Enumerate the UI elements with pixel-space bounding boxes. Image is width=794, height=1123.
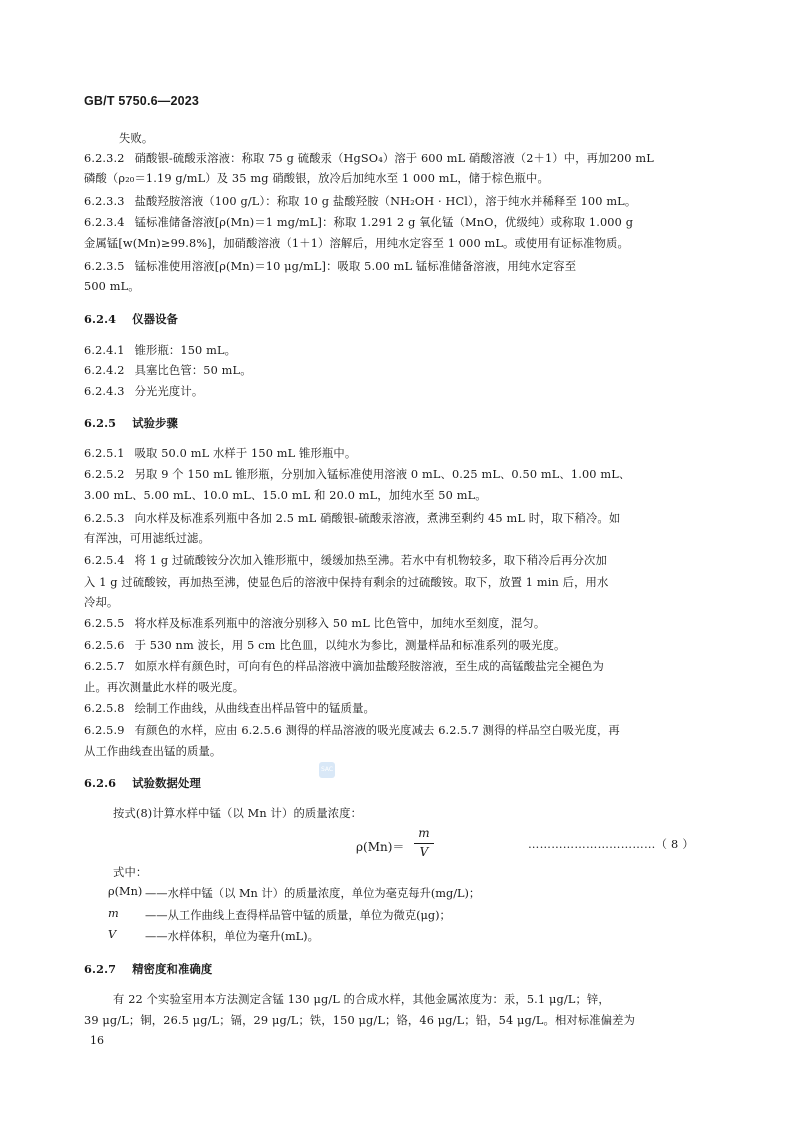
formula-numerator: m [418, 826, 430, 840]
body-line: 有 22 个实验室用本方法测定含锰 130 μg/L 的合成水样，其他金属浓度为：汞，5.1 μg/L；锌， [113, 993, 610, 1006]
page-number: 16 [90, 1034, 104, 1047]
clause-6-2-3-4: 6.2.3.4 锰标准储备溶液[ρ(Mn)＝1 mg/mL]：称取 1.291 2 g 氧化锰（MnO，优级纯）或称取 1.000 g [84, 216, 634, 229]
formula-lhs: ρ(Mn)＝ [356, 840, 405, 854]
clause-6-2-4-2: 6.2.4.2 具塞比色管：50 mL。 [84, 364, 252, 377]
clause-6-2-5-4: 6.2.5.4 将 1 g 过硫酸铵分次加入锥形瓶中，缓缓加热至沸。若水中有机物较多，取下稍冷后再分次加 [84, 554, 607, 567]
equation-number: ……………………………（ 8 ） [528, 838, 695, 851]
where-label: 式中： [113, 866, 148, 879]
symbol-rho-mn: ρ(Mn) [108, 885, 143, 898]
body-line: 3.00 mL、5.00 mL、10.0 mL、15.0 mL 和 20.0 mL，加纯水至 50 mL。 [84, 489, 487, 502]
formula-denominator: V [419, 845, 429, 859]
body-line: 有浑浊，可用滤纸过滤。 [84, 532, 210, 545]
body-line: 入 1 g 过硫酸铵，再加热至沸，使显色后的溶液中保持有剩余的过硫酸铵。取下，放置 1 min 后，用水 [84, 576, 609, 589]
symbol-description: ——水样体积，单位为毫升(mL)。 [145, 930, 319, 943]
clause-6-2-5-6: 6.2.5.6 于 530 nm 波长，用 5 cm 比色皿，以纯水为参比，测量样品和标准系列的吸光度。 [84, 639, 566, 652]
body-line: 按式(8)计算水样中锰（以 Mn 计）的质量浓度： [113, 807, 363, 820]
clause-6-2-5-9: 6.2.5.9 有颜色的水样，应由 6.2.5.6 测得的样品溶液的吸光度减去 6.2.5.7 测得的样品空白吸光度，再 [84, 724, 620, 737]
body-line: 39 μg/L；铜，26.5 μg/L；镉，29 μg/L；铁，150 μg/L；铬，46 μg/L；铅，54 μg/L。相对标准偏差为 [84, 1014, 636, 1027]
section-heading-6-2-4: 6.2.4 仪器设备 [84, 312, 178, 326]
clause-6-2-5-2: 6.2.5.2 另取 9 个 150 mL 锥形瓶，分别加入锰标准使用溶液 0 mL、0.25 mL、0.50 mL、1.00 mL、 [84, 468, 631, 481]
body-line: 冷却。 [84, 596, 119, 609]
clause-6-2-5-3: 6.2.5.3 向水样及标准系列瓶中各加 2.5 mL 硝酸银-硫酸汞溶液，煮沸至剩约 45 mL 时，取下稍冷。如 [84, 512, 621, 525]
body-line: 金属锰[w(Mn)≥99.8%]，加硝酸溶液（1＋1）溶解后，用纯水定容至 1 000 mL。或使用有证标准物质。 [84, 237, 629, 250]
body-line: 止。再次测量此水样的吸光度。 [84, 681, 245, 694]
symbol-description: ——水样中锰（以 Mn 计）的质量浓度，单位为毫克每升(mg/L)； [145, 887, 481, 900]
clause-6-2-5-8: 6.2.5.8 绘制工作曲线，从曲线查出样品管中的锰质量。 [84, 702, 375, 715]
body-line: 500 mL。 [84, 280, 140, 293]
section-heading-6-2-5: 6.2.5 试验步骤 [84, 416, 178, 430]
section-heading-6-2-6: 6.2.6 试验数据处理 [84, 776, 201, 790]
clause-6-2-5-5: 6.2.5.5 将水样及标准系列瓶中的溶液分别移入 50 mL 比色管中，加纯水至刻度，混匀。 [84, 617, 546, 630]
body-line: 磷酸（ρ₂₀＝1.19 g/mL）及 35 mg 硝酸银，放冷后加纯水至 1 000 mL，储于棕色瓶中。 [84, 172, 549, 185]
clause-6-2-5-1: 6.2.5.1 吸取 50.0 mL 水样于 150 mL 锥形瓶中。 [84, 447, 357, 460]
fraction-bar [414, 843, 434, 844]
formula-fraction [414, 826, 434, 859]
clause-6-2-4-1: 6.2.4.1 锥形瓶：150 mL。 [84, 344, 237, 357]
body-line: 失败。 [119, 132, 154, 145]
section-heading-6-2-7: 6.2.7 精密度和准确度 [84, 962, 213, 976]
sac-watermark-icon: SAC [319, 762, 335, 778]
symbol-description: ——从工作曲线上查得样品管中锰的质量，单位为微克(μg)； [145, 909, 451, 922]
standard-header: GB/T 5750.6—2023 [84, 94, 200, 108]
clause-6-2-4-3: 6.2.4.3 分光光度计。 [84, 385, 204, 398]
clause-6-2-3-3: 6.2.3.3 盐酸羟胺溶液（100 g/L）：称取 10 g 盐酸羟胺（NH₂OH · HCl），溶于纯水并稀释至 100 mL。 [84, 195, 637, 208]
clause-6-2-5-7: 6.2.5.7 如原水样有颜色时，可向有色的样品溶液中滴加盐酸羟胺溶液，至生成的高锰酸盐完全褪色为 [84, 660, 604, 673]
body-line: 从工作曲线查出锰的质量。 [84, 745, 222, 758]
symbol-m: m [108, 907, 119, 920]
symbol-v: V [108, 928, 117, 941]
clause-6-2-3-2: 6.2.3.2 硝酸银-硫酸汞溶液：称取 75 g 硫酸汞（HgSO₄）溶于 600 mL 硝酸溶液（2＋1）中，再加200 mL [84, 152, 654, 165]
clause-6-2-3-5: 6.2.3.5 锰标准使用溶液[ρ(Mn)＝10 μg/mL]：吸取 5.00 mL 锰标准储备溶液，用纯水定容至 [84, 260, 577, 273]
